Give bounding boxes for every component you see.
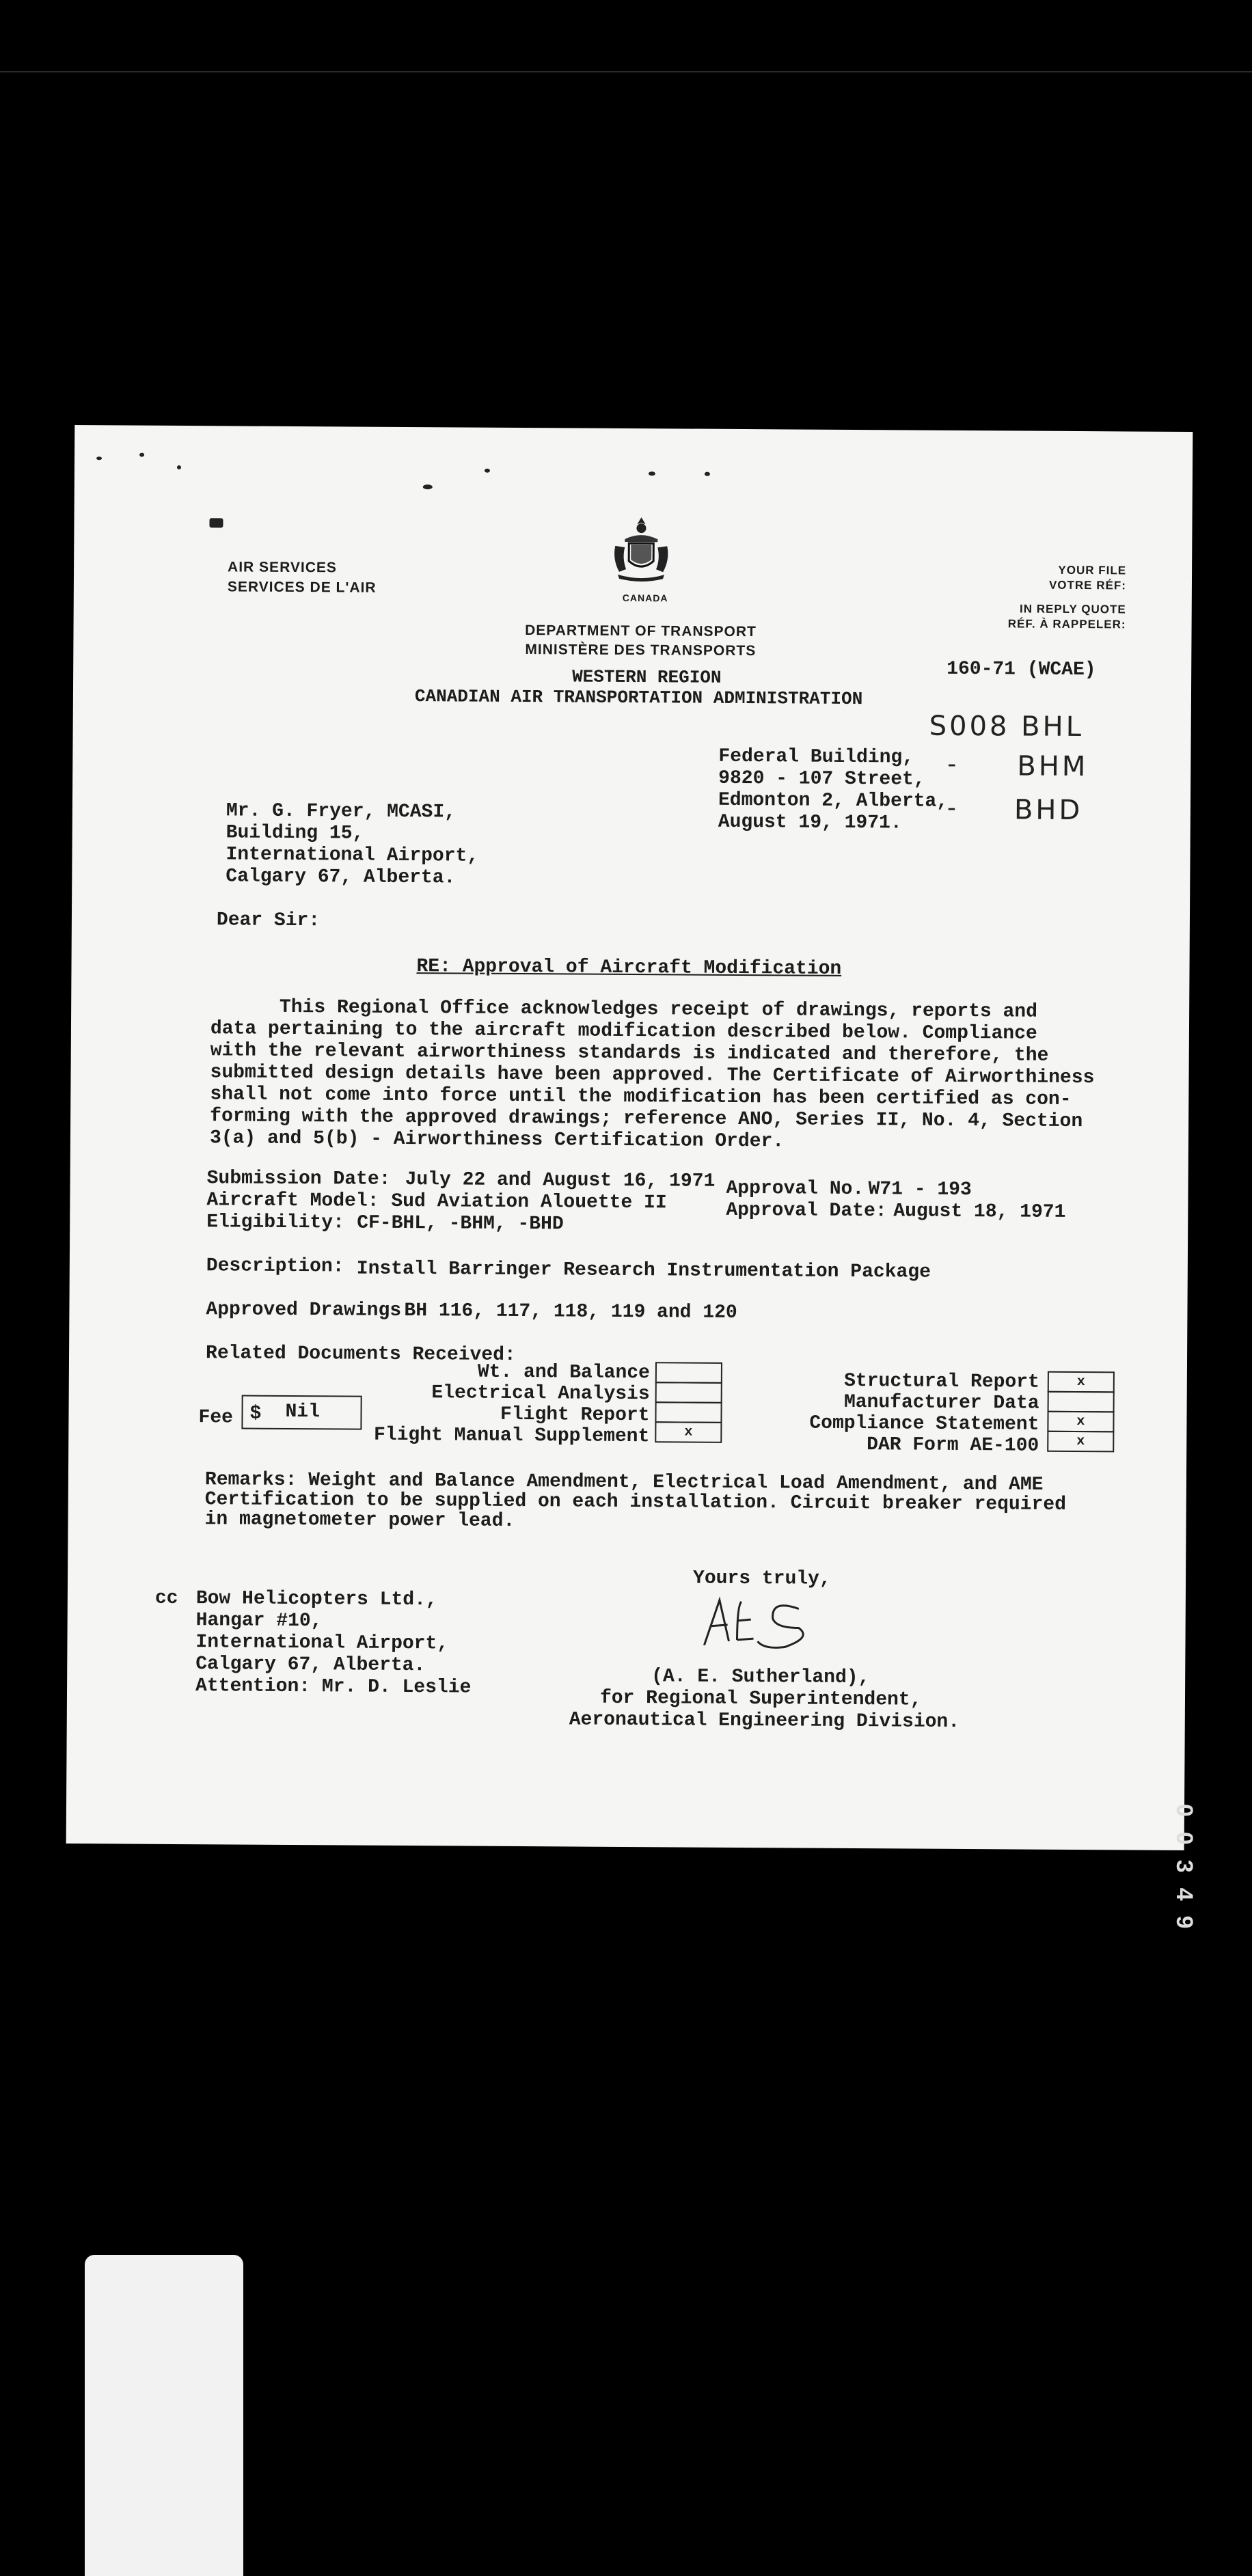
description-value: Install Barringer Research Instrumentation Package <box>356 1258 931 1283</box>
signatory-title-1: for Regional Superintendent, <box>599 1687 922 1711</box>
eligibility-value: CF-BHL, -BHM, -BHD <box>357 1212 564 1235</box>
checkbox-manufacturer <box>1048 1391 1115 1413</box>
body-line: forming with the approved drawings; reference ANO, Series II, No. 4, Section <box>210 1106 1083 1133</box>
subject-line: RE: Approval of Aircraft Modification <box>416 956 842 980</box>
body-line: submitted design details have been approved. The Certificate of Airworthiness <box>210 1062 1095 1089</box>
checkbox-dar-form: x <box>1047 1431 1114 1453</box>
your-file-en: YOUR FILE <box>1058 563 1127 577</box>
doc-label-dar-form: DAR Form AE-100 <box>867 1434 1039 1457</box>
aircraft-model-value: Sud Aviation Alouette II <box>391 1190 667 1214</box>
doc-label-flight-manual: Flight Manual Supplement <box>373 1424 650 1448</box>
recipient-line-1: Mr. G. Fryer, MCASI, <box>226 800 457 823</box>
body-line: This Regional Office acknowledges receipt of drawings, reports and <box>210 996 1038 1023</box>
your-file-fr: VOTRE RÉF: <box>1048 578 1127 592</box>
cc-line-1: Bow Helicopters Ltd., <box>195 1588 437 1611</box>
handwritten-note-3: BHD <box>1013 794 1083 827</box>
checkbox-compliance: x <box>1047 1411 1114 1433</box>
sender-line-2: 9820 - 107 Street, <box>718 767 925 791</box>
speck <box>139 453 144 457</box>
speck <box>705 472 710 476</box>
approved-drawings-label: Approved Drawings: <box>206 1299 413 1322</box>
speck <box>96 456 102 460</box>
right-docs-checkboxes <box>1047 1373 1115 1453</box>
doc-label-flight-report: Flight Report <box>500 1403 650 1427</box>
coat-of-arms-icon <box>608 516 675 593</box>
submission-date-label: Submission Date: <box>206 1168 391 1190</box>
cc-label: cc <box>154 1587 178 1609</box>
approved-drawings-value: BH 116, 117, 118, 119 and 120 <box>404 1300 737 1324</box>
cc-line-2: Hangar #10, <box>195 1610 323 1632</box>
sender-line-3: Edmonton 2, Alberta, <box>718 789 949 812</box>
doc-label-wt-balance: Wt. and Balance <box>477 1361 650 1384</box>
related-documents-label: Related Documents Received: <box>205 1343 516 1366</box>
ministry-en: DEPARTMENT OF TRANSPORT <box>525 622 757 640</box>
body-paragraph <box>210 996 1099 1155</box>
administration-title: CANADIAN AIR TRANSPORTATION ADMINISTRATION <box>414 686 863 710</box>
approval-number-label: Approval No. <box>726 1177 865 1201</box>
handwritten-dash: - <box>947 750 960 778</box>
handwritten-note-1: S008 BHL <box>929 710 1085 743</box>
reply-en: IN REPLY QUOTE <box>1019 602 1126 616</box>
cc-line-5: Attention: Mr. D. Leslie <box>195 1675 472 1699</box>
handwritten-note-2: BHM <box>1017 750 1089 783</box>
checkbox-flight-manual: x <box>655 1421 722 1443</box>
speck <box>209 518 223 527</box>
remarks-line-1: Remarks: Weight and Balance Amendment, Electrical Load Amendment, and AME <box>204 1469 1044 1496</box>
left-docs-checkboxes <box>655 1363 722 1443</box>
body-line: 3(a) and 5(b) - Airworthiness Certification Order. <box>209 1127 785 1153</box>
yours-truly: Yours truly, <box>692 1567 831 1590</box>
approval-date-value: August 18, 1971 <box>893 1201 1066 1223</box>
speck <box>485 469 490 473</box>
speck <box>423 484 433 489</box>
checkbox-flight-report <box>655 1401 722 1423</box>
speck <box>649 471 655 476</box>
checkbox-wt-balance <box>655 1362 722 1384</box>
region-title: WESTERN REGION <box>572 666 722 688</box>
dept-en: AIR SERVICES <box>228 559 337 576</box>
cc-line-4: Calgary 67, Alberta. <box>195 1654 426 1677</box>
eligibility-label: Eligibility: <box>206 1211 344 1234</box>
checkbox-electrical <box>655 1382 722 1403</box>
aircraft-model-label: Aircraft Model: <box>206 1190 379 1212</box>
doc-label-compliance: Compliance Statement <box>809 1412 1039 1436</box>
approval-date-label: Approval Date: <box>726 1199 887 1222</box>
dept-fr: SERVICES DE L'AIR <box>227 579 377 596</box>
description-label: Description: <box>206 1255 344 1278</box>
fee-label: Fee <box>198 1407 234 1429</box>
body-line: shall not come into force until the modification has been certified as con- <box>210 1084 1072 1110</box>
doc-label-electrical: Electrical Analysis <box>431 1382 650 1406</box>
frame-number: 00349 <box>1171 1804 1197 1944</box>
speck <box>177 465 181 469</box>
recipient-line-2: Building 15, <box>226 822 364 845</box>
fee-value: Nil <box>285 1401 321 1423</box>
doc-label-structural: Structural Report <box>844 1370 1039 1393</box>
signatory-name: (A. E. Sutherland), <box>651 1666 870 1689</box>
salutation: Dear Sir: <box>216 909 321 932</box>
canada-label: CANADA <box>622 592 668 604</box>
remarks-line-2: Certification to be supplied on each installation. Circuit breaker required <box>204 1489 1067 1516</box>
file-reference: 160-71 (WCAE) <box>947 658 1096 681</box>
film-leader-strip <box>85 2255 243 2576</box>
sender-line-1: Federal Building, <box>718 745 914 769</box>
approval-number-value: W71 - 193 <box>868 1179 972 1201</box>
film-edge-line <box>0 71 1252 72</box>
body-line: with the relevant airworthiness standards is indicated and therefore, the <box>210 1040 1049 1067</box>
cc-line-3: International Airport, <box>195 1632 449 1655</box>
letter-date: August 19, 1971. <box>718 811 902 834</box>
signature <box>696 1592 826 1654</box>
body-line: data pertaining to the aircraft modification described below. Compliance <box>210 1018 1037 1045</box>
signatory-title-2: Aeronautical Engineering Division. <box>569 1709 960 1733</box>
handwritten-dash: - <box>947 793 960 822</box>
ministry-fr: MINISTÈRE DES TRANSPORTS <box>525 642 757 659</box>
remarks-line-3: in magnetometer power lead. <box>204 1509 515 1532</box>
submission-date-value: July 22 and August 16, 1971 <box>405 1168 716 1192</box>
recipient-line-4: Calgary 67, Alberta. <box>226 866 456 889</box>
checkbox-structural: x <box>1048 1371 1115 1393</box>
reply-fr: RÉF. À RAPPELER: <box>1007 617 1126 631</box>
letter-page <box>66 425 1193 1850</box>
recipient-line-3: International Airport, <box>226 844 479 867</box>
fee-currency: $ <box>249 1403 262 1425</box>
doc-label-manufacturer: Manufacturer Data <box>843 1391 1039 1414</box>
